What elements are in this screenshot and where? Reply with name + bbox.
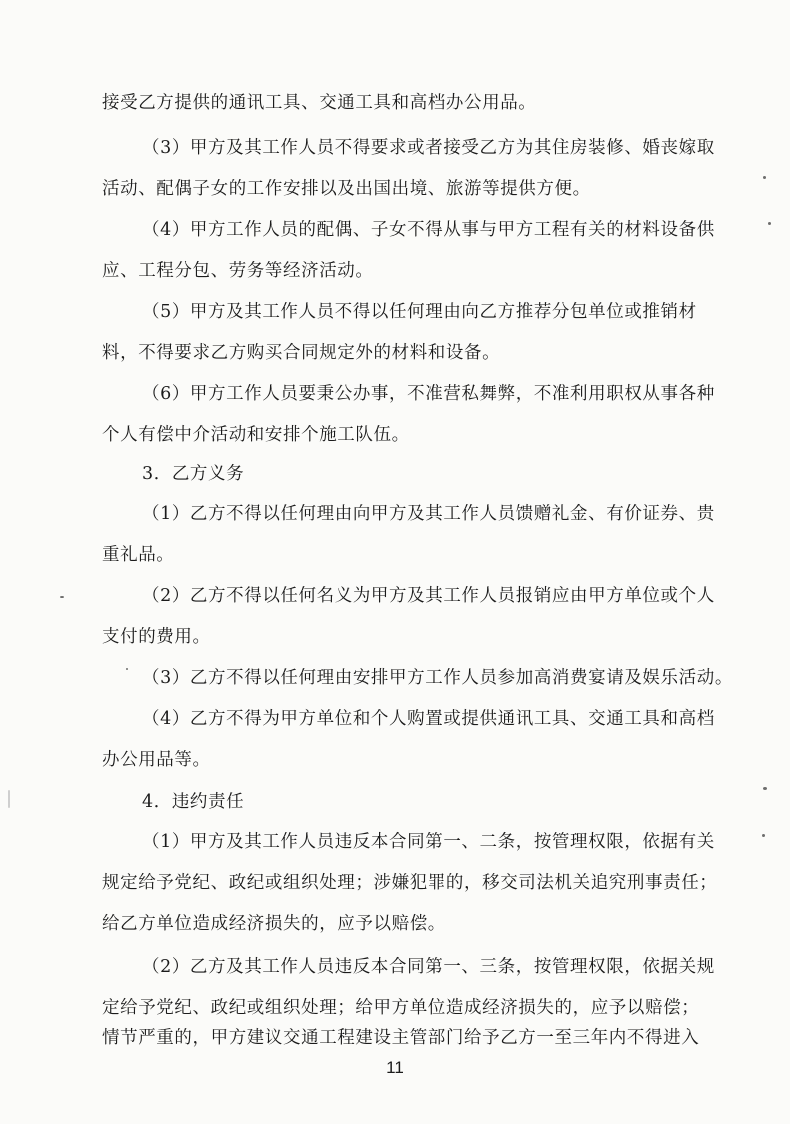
paragraph-line: （3）乙方不得以任何理由安排甲方工作人员参加高消费宴请及娱乐活动。 [142,668,733,688]
scan-speck [60,596,64,598]
paragraph-line: 重礼品。 [102,545,175,565]
scan-speck [763,176,766,179]
section-heading: 4．违约责任 [142,792,245,812]
paragraph-line: 办公用品等。 [102,750,211,770]
paragraph-line: （3）甲方及其工作人员不得要求或者接受乙方为其住房装修、婚丧嫁取 [142,138,715,158]
scan-speck [763,787,767,790]
paragraph-line: （4）甲方工作人员的配偶、子女不得从事与甲方工程有关的材料设备供 [142,220,715,240]
scan-speck [126,668,128,670]
paragraph-line: （2）乙方及其工作人员违反本合同第一、三条，按管理权限，依据关规 [142,957,715,977]
paragraph-line: 应、工程分包、劳务等经济活动。 [102,261,374,281]
paragraph-line: 支付的费用。 [102,627,211,647]
page-number: 11 [386,1058,404,1077]
paragraph-line: 规定给予党纪、政纪或组织处理；涉嫌犯罪的，移交司法机关追究刑事责任； [102,873,718,893]
paragraph-line: 情节严重的，甲方建议交通工程建设主管部门给予乙方一至三年内不得进入 [102,1028,700,1048]
paragraph-line: 活动、配偶子女的工作安排以及出国出境、旅游等提供方便。 [102,179,591,199]
scan-speck [8,790,10,808]
scan-speck [762,834,765,837]
paragraph-line: 接受乙方提供的通讯工具、交通工具和高档办公用品。 [102,93,537,113]
paragraph-line: 料，不得要求乙方购买合同规定外的材料和设备。 [102,343,501,363]
paragraph-line: 给乙方单位造成经济损失的，应予以赔偿。 [102,914,446,934]
paragraph-line: 定给予党纪、政纪或组织处理；给甲方单位造成经济损失的，应予以赔偿； [102,998,700,1018]
section-heading: 3．乙方义务 [142,464,245,484]
paragraph-line: （1）甲方及其工作人员违反本合同第一、二条，按管理权限，依据有关 [142,832,715,852]
paragraph-line: （1）乙方不得以任何理由向甲方及其工作人员馈赠礼金、有价证券、贵 [142,504,715,524]
paragraph-line: （6）甲方工作人员要秉公办事，不准营私舞弊，不准利用职权从事各种 [142,384,715,404]
paragraph-line: 个人有偿中介活动和安排个施工队伍。 [102,425,410,445]
paragraph-line: （5）甲方及其工作人员不得以任何理由向乙方推荐分包单位或推销材 [142,302,697,322]
paragraph-line: （4）乙方不得为甲方单位和个人购置或提供通讯工具、交通工具和高档 [142,709,715,729]
scan-speck [768,222,771,225]
paragraph-line: （2）乙方不得以任何名义为甲方及其工作人员报销应由甲方单位或个人 [142,586,715,606]
